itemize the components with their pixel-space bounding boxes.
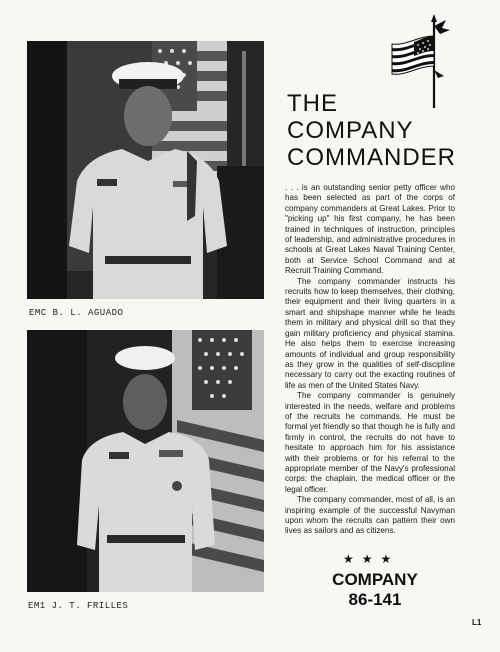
title-line: COMPANY <box>287 117 414 144</box>
page-title <box>287 90 456 171</box>
photo-caption: EM1 J. T. FRILLES <box>28 601 129 611</box>
company-number-line: 86-141 <box>348 590 402 609</box>
commander-photo-aguado <box>27 41 264 299</box>
paragraph: The company commander, most of all, is an inspiring example of the successful Navyman upon whom the recruits can pattern their own lives as sailors and as citizens. <box>285 495 455 536</box>
paragraph: The company commander instructs his recruits how to keep themselves, their clothing, their equipment and their living quarters in a smart and shipshape manner while he leads them in military and physical drill so that they gain military proficiency and physical stamina. He also helps them to exercise increasing amounts of individual and group responsibility as they grow in the qualities of self-discipline necessary to carry out the exacting routines of life as men of the United States Navy. <box>285 276 455 390</box>
commander-photo-frilles <box>27 330 264 592</box>
page-number: L1 <box>472 618 482 627</box>
title-line: COMMANDER <box>287 144 456 171</box>
company-number <box>320 570 430 610</box>
paragraph: . . . is an outstanding senior petty officer who has been selected as part of the corps of company commanders at Great Lakes. Prior to "picking up" his first company, he has been trained in techniques of instruction, principles of leadership, and administrative procedures in schools at Great Lakes Naval Training Center, both at Service School Command and at Recruit Training Command. <box>285 183 455 276</box>
paragraph: The company commander is genuinely interested in the needs, welfare and problems of the recruits he commands. He must be formal yet friendly so that though he is fully and firmly in control, the recruits do not have to hesitate to approach him for his assistance with their problems or for his referral to the appropriate member of the Navy's professional corps: the chaplain, the medical officer or the legal officer. <box>285 391 455 494</box>
stars-icon: ★★★ <box>343 552 400 566</box>
article-body <box>285 183 455 537</box>
photo-caption: EMC B. L. AGUADO <box>29 308 124 318</box>
company-label-line: COMPANY <box>332 570 418 589</box>
title-line: THE <box>287 90 338 117</box>
